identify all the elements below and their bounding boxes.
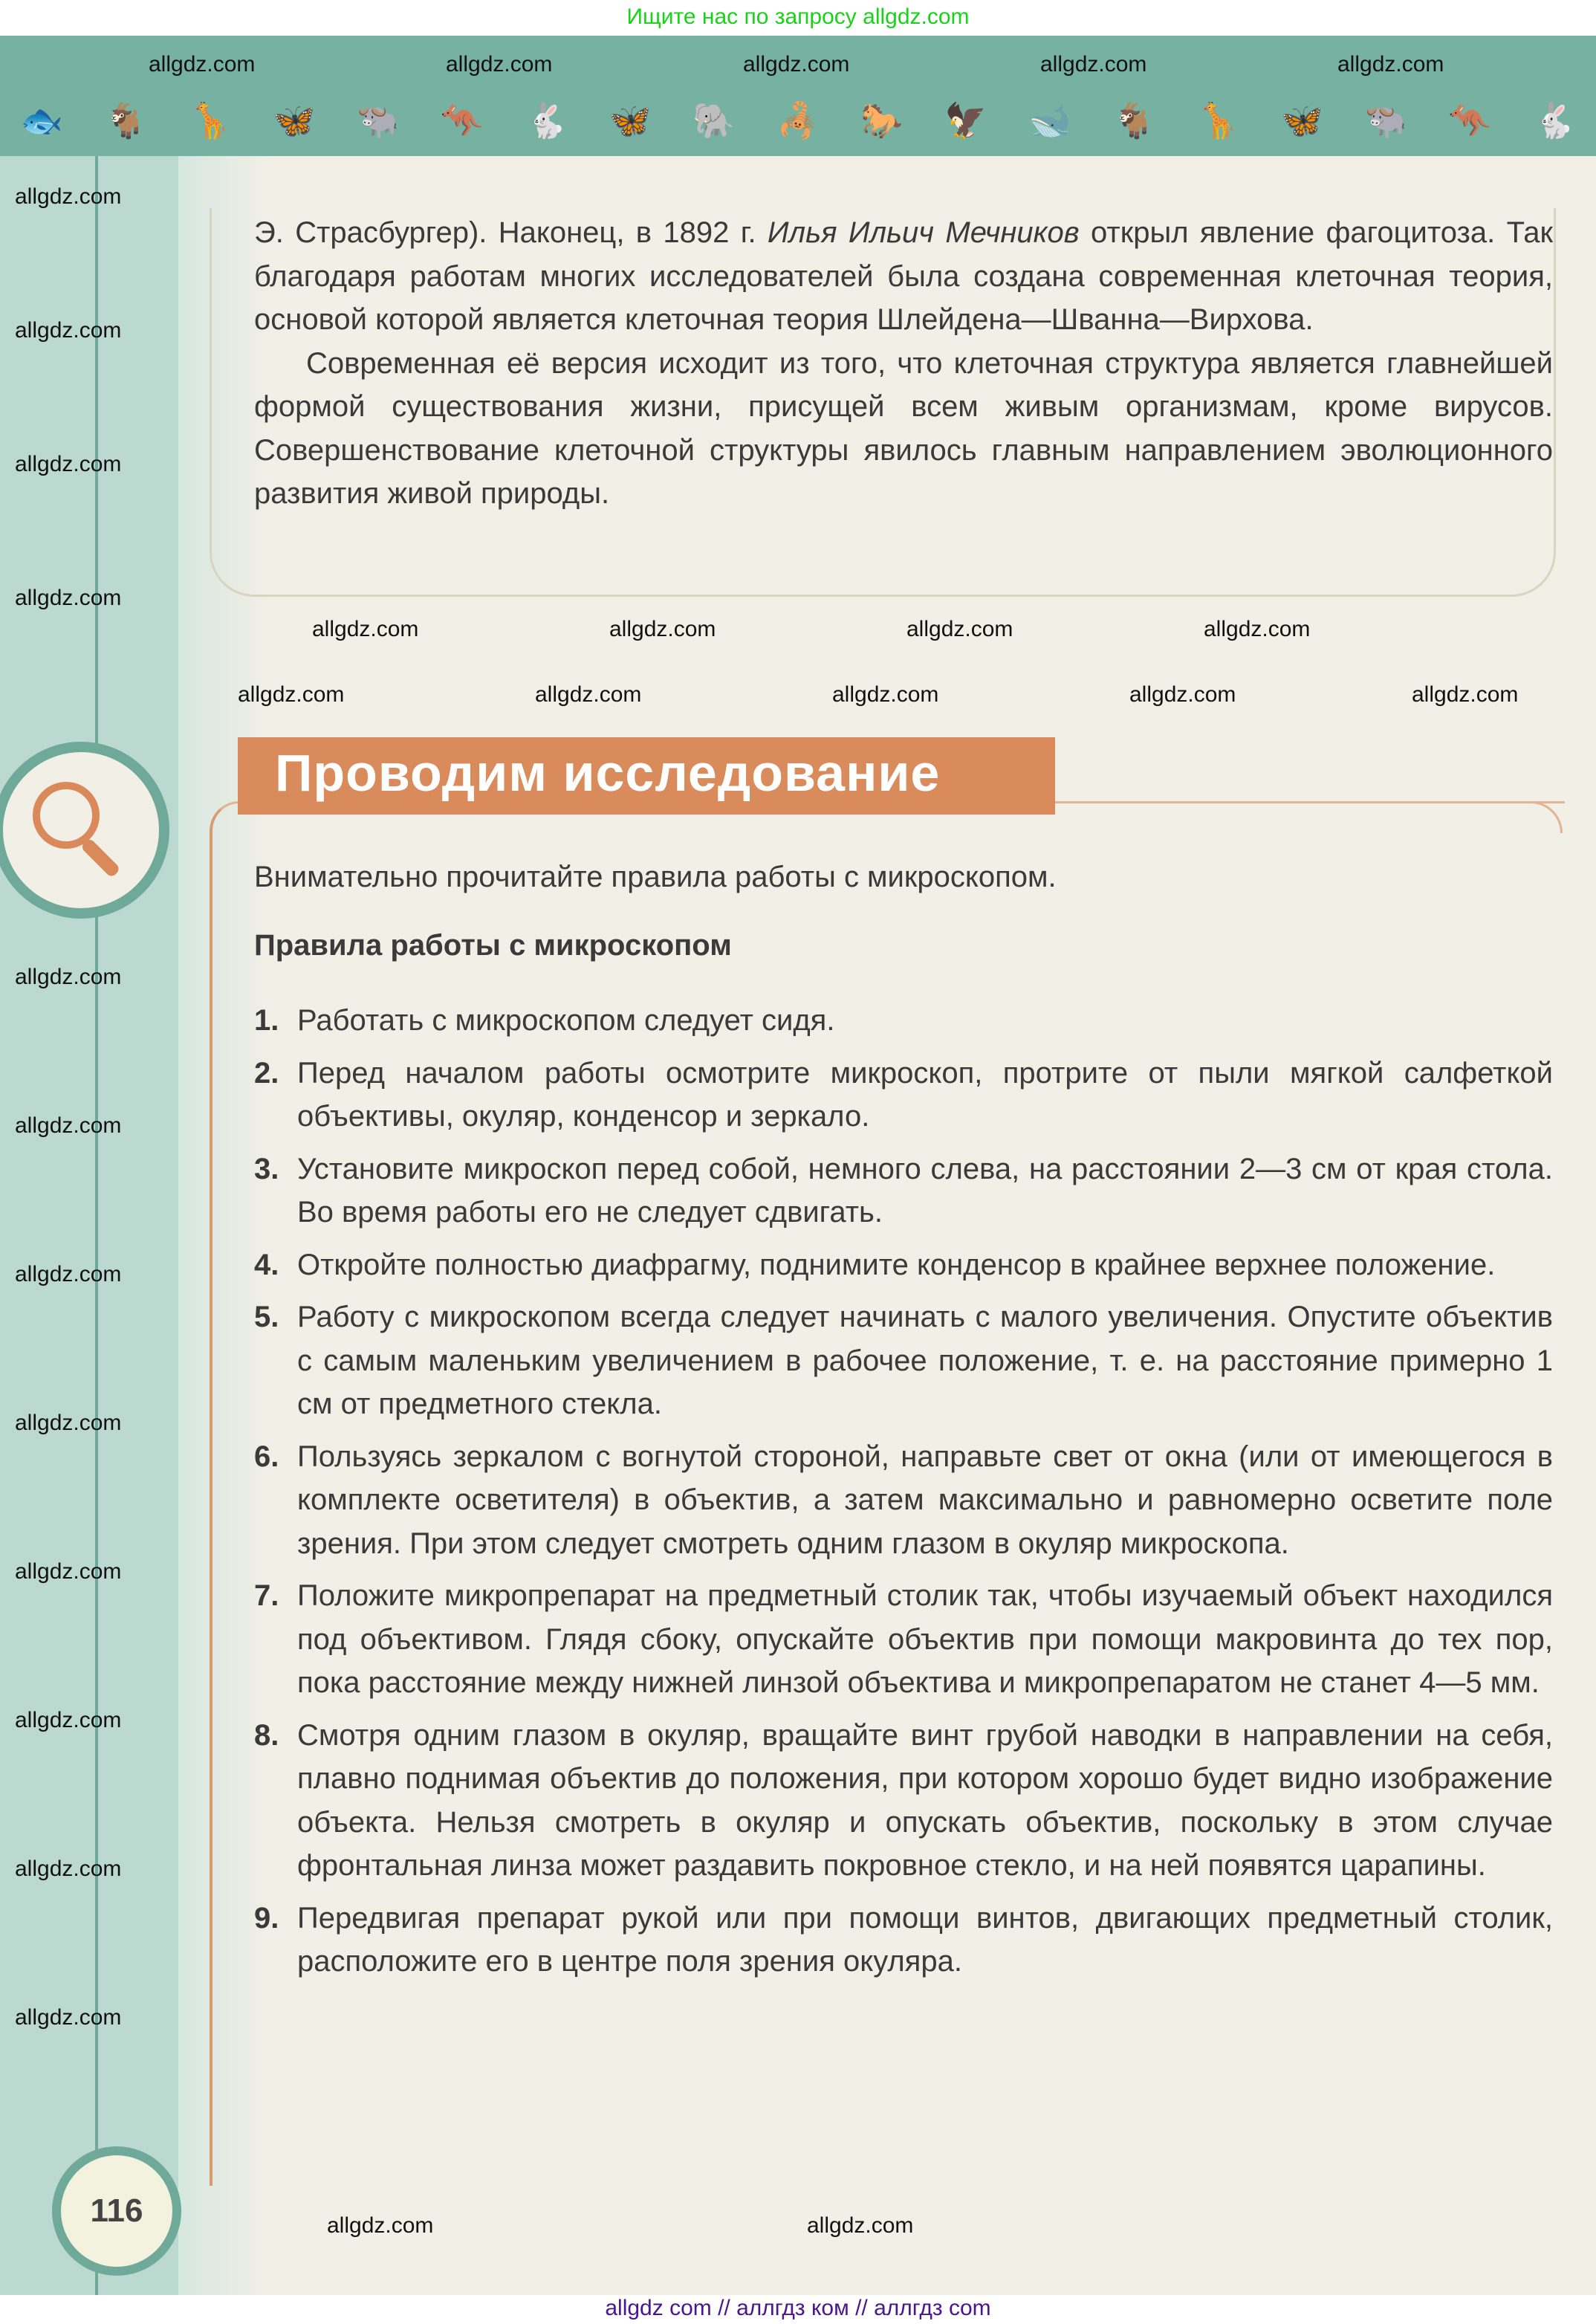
footer-banner [0,2295,1596,2324]
paragraph: Современная её версия исходит из того, что клеточная структура является главнейшей формой существования жизни, присущей всем живым организмам, кроме вирусов. Совершенствование клеточной структуры явилось главным направлением эволюционного развития живой природы. [254,346,1553,510]
rule-item [254,1714,1553,1888]
watermark: allgdz.com [15,452,122,476]
watermark: allgdz.com [743,52,850,77]
rule-text: Работать с микроскопом следует сидя. [297,1004,835,1037]
watermark: allgdz.com [807,2213,914,2238]
watermark: allgdz.com [15,184,122,209]
footer-text: allgdz com // аллгдз ком // аллгдз com [605,2296,991,2320]
watermark: allgdz.com [1412,682,1519,707]
watermark: allgdz.com [15,1262,122,1286]
textbook-page [0,36,1596,2295]
rule-number: 7. [254,1579,279,1612]
watermark: allgdz.com [1129,682,1236,707]
rule-number: 5. [254,1301,279,1333]
rules-heading: Правила работы с микроскопом [254,929,732,962]
watermark: allgdz.com [1337,52,1444,77]
rule-number: 8. [254,1718,279,1752]
top-banner [0,0,1596,36]
watermark: allgdz.com [1204,617,1311,641]
watermark: allgdz.com [1040,52,1147,77]
rules-list [254,999,1553,1993]
scientist-name: Илья Ильич Мечников [767,216,1080,249]
rule-item [254,1148,1553,1234]
rule-number: 3. [254,1152,279,1185]
intro-text: Внимательно прочитайте правила работы с микроскопом. [254,861,1057,893]
animal-silhouettes-icon: 🐟 🐐 🦒 🦋 🐃 🦘 🐇 🦋 🐘 🦂 🐎 🦅 🐋 🐐 🦒 🦋 🐃 🦘 🐇 [20,101,1575,140]
upper-text [254,211,1553,516]
rule-text: Смотря одним глазом в окуляр, вращайте винт грубой наводки в направлении на себя, плавно поднимая объектив до положения, при котором хорошо будет видно изображение объекта. Нельзя смотреть в окуляр и опускать объектив, поскольку в этом случае фронтальная линза может раздавить покровное стекло, и на ней появятся царапины. [297,1718,1553,1882]
text: открыл явление фагоцитоза. Так благодаря работам многих исследователей была создана современная клеточная теория, основой которой является клеточная теория Шлейдена—Шванна—Вирхова. [254,216,1554,336]
watermark: allgdz.com [15,1559,122,1584]
watermark: allgdz.com [238,682,345,707]
rule-text: Откройте полностью диафрагму, поднимите конденсор в крайнее верхнее положение. [297,1248,1496,1281]
rule-item [254,1574,1553,1705]
watermark: allgdz.com [312,617,419,641]
magnifier-icon [0,742,169,919]
rule-text: Положите микропрепарат на предметный столик так, чтобы изучаемый объект находился под объективом. Глядя сбоку, опускайте объектив при помощи макровинта до тех пор, пока расстояние между нижней линзой объектива и микропрепаратом не станет 4—5 мм. [297,1579,1553,1699]
rule-item [254,1295,1553,1426]
rule-item [254,1052,1553,1139]
watermark: allgdz.com [15,1113,122,1138]
section-title: Проводим исследование [275,744,941,802]
rule-text: Перед началом работы осмотрите микроскоп, протрите от пыли мягкой салфеткой объективы, окуляр, конденсор и зеркало. [297,1056,1553,1133]
watermark: allgdz.com [446,52,553,77]
watermark: allgdz.com [15,1411,122,1435]
section-title-banner [238,737,1055,815]
rule-number: 6. [254,1440,279,1473]
rule-item [254,999,1553,1043]
watermark: allgdz.com [15,2005,122,2030]
rule-text: Установите микроскоп перед собой, немного слева, на расстоянии 2—3 см от края стола. Во время работы его не следует сдвигать. [297,1152,1553,1229]
watermark: allgdz.com [906,617,1013,641]
watermark: allgdz.com [15,1857,122,1881]
rule-item [254,1243,1553,1287]
watermark: allgdz.com [535,682,642,707]
watermark: allgdz.com [15,318,122,343]
rule-item [254,1897,1553,1984]
top-banner-text: Ищите нас по запросу allgdz.com [626,4,970,29]
rule-number: 9. [254,1901,279,1935]
research-box-corner [1055,801,1563,833]
page-number: 116 [52,2146,181,2276]
watermark: allgdz.com [609,617,716,641]
text: Э. Страсбургер). Наконец, в 1892 г. [254,216,768,249]
watermark: allgdz.com [15,586,122,610]
rule-item [254,1435,1553,1566]
watermark: allgdz.com [15,1708,122,1732]
rule-number: 2. [254,1056,279,1090]
rule-text: Передвигая препарат рукой или при помощи винтов, двигающих предметный столик, расположите его в центре поля зрения окуляра. [297,1901,1553,1978]
rule-number: 1. [254,1004,279,1037]
watermark: allgdz.com [327,2213,434,2238]
watermark: allgdz.com [15,965,122,989]
rule-number: 4. [254,1248,279,1281]
watermark: allgdz.com [149,52,256,77]
rule-text: Работу с микроскопом всегда следует начинать с малого увеличения. Опустите объектив с самым маленьким увеличением в рабочее положение, т. е. на расстояние примерно 1 см от предметного стекла. [297,1301,1553,1420]
watermark: allgdz.com [832,682,939,707]
rule-text: Пользуясь зеркалом с вогнутой стороной, направьте свет от окна (или от имеющегося в комплекте осветителя) в объектив, а затем максимально и равномерно осветите поле зрения. При этом следует смотреть одним глазом в окуляр микроскопа. [297,1440,1553,1560]
